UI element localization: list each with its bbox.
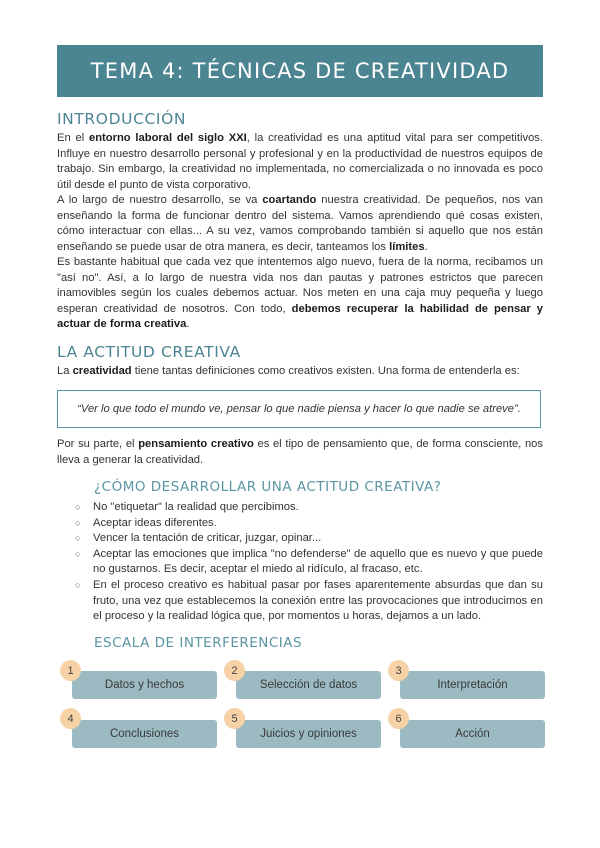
list-item: ○ En el proceso creativo es habitual pasar por fases aparentemente absurdas que dan su fruto, una vez que establecemos la conexión entre las provocaciones que introducimos en el proceso y la realidad lógica que, por momentos u horas, dejamos a un lado. xyxy=(75,578,543,623)
definition-quote: “Ver lo que todo el mundo ve, pensar lo que nadie piensa y hacer lo que nadie se atreve”. xyxy=(57,390,541,428)
intro-paragraph-2: A lo largo de nuestro desarrollo, se va coartando nuestra creatividad. De pequeños, nos van enseñando la forma de funcionar dentro del sistema. Vamos aprendiendo qué cosas existen, cómo interactuar con ellas... A su vez, vamos comprobando también si aquello que nos están enseñando se puede usar de otra manera, es decir, tanteamos los límites. xyxy=(57,194,544,253)
bullet-circle-icon: ○ xyxy=(75,517,81,528)
bullet-circle-icon: ○ xyxy=(75,502,81,512)
escala-step-6: Acción xyxy=(400,720,545,748)
list-item: ○ Vencer la tentación de criticar, juzgar, opinar... xyxy=(75,531,543,547)
bullet-circle-icon: ○ xyxy=(75,548,81,559)
step-number-4: 4 xyxy=(60,708,81,729)
escala-step-4: Conclusiones xyxy=(72,720,217,748)
step-number-2: 2 xyxy=(224,660,245,681)
escala-step-5: Juicios y opiniones xyxy=(236,720,381,748)
page-title: TEMA 4: TÉCNICAS DE CREATIVIDAD xyxy=(57,45,543,97)
intro-paragraph-1: En el entorno laboral del siglo XXI, la creatividad es una aptitud vital para ser competitivos. Influye en nuestro desarrollo personal y profesional y en la productividad de nuestros equipos de trabajo. Sin embargo, la creatividad no implementada, no comercializada o no innovada es poco útil desde el punto de vista corporativo. xyxy=(57,132,544,191)
escala-step-2: Selección de datos xyxy=(236,671,381,699)
step-number-5: 5 xyxy=(224,708,245,729)
actitud-paragraph-2: Por su parte, el pensamiento creativo es el tipo de pensamiento que, de forma consciente, nos lleva a generar la creatividad. xyxy=(57,438,543,466)
bullet-circle-icon: ○ xyxy=(75,533,81,544)
escala-step-1: Datos y hechos xyxy=(72,671,217,699)
step-number-3: 3 xyxy=(388,660,409,681)
intro-heading: INTRODUCCIÓN xyxy=(57,110,187,128)
step-number-1: 1 xyxy=(60,660,81,681)
step-number-6: 6 xyxy=(388,708,409,729)
escala-heading: ESCALA DE INTERFERENCIAS xyxy=(94,635,303,651)
intro-paragraph-3: Es bastante habitual que cada vez que intentemos algo nuevo, fuera de la norma, recibamos un "así no". Así, a lo largo de nuestra vida nos dan pautas y patrones estrictos que parecen inamovibles según los cuales debemos actuar. Nos meten en una caja muy pequeña y luego esperan creatividad de nosotros. Con todo, debemos recuperar la habilidad de pensar y actuar de forma creativa. xyxy=(57,256,543,331)
list-item: ○ No "etiquetar" la realidad que percibimos. xyxy=(75,500,543,516)
bullet-circle-icon: ○ xyxy=(75,579,81,590)
escala-step-3: Interpretación xyxy=(400,671,545,699)
list-item: ○ Aceptar ideas diferentes. xyxy=(75,516,543,532)
actitud-list xyxy=(75,500,543,625)
actitud-paragraph-1: La creatividad tiene tantas definiciones como creativos existen. Una forma de entenderla es: xyxy=(57,365,520,377)
como-heading: ¿CÓMO DESARROLLAR UNA ACTITUD CREATIVA? xyxy=(94,479,442,495)
actitud-heading: LA ACTITUD CREATIVA xyxy=(57,343,241,361)
list-item: ○ Aceptar las emociones que implica "no defenderse" de aquello que es nuevo y que puede no gustarnos. Es decir, aceptar el miedo al ridículo, al fracaso, etc. xyxy=(75,547,543,576)
